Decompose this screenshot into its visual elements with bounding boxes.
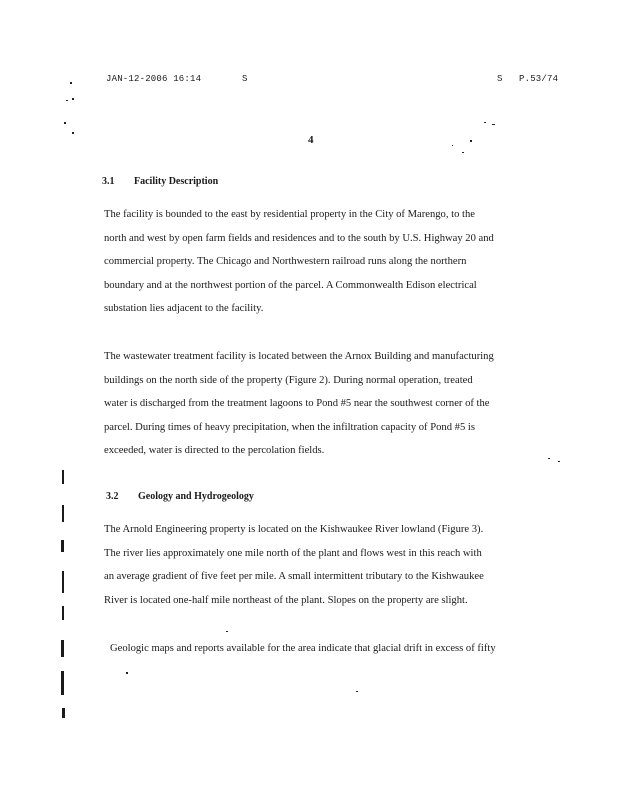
- scan-speck: [70, 82, 72, 84]
- text-line: exceeded, water is directed to the percolation fields.: [104, 445, 325, 456]
- binding-mark: [61, 640, 64, 657]
- scan-speck: [64, 122, 66, 124]
- scan-speck: [226, 631, 228, 632]
- paragraph-wastewater-treatment: [104, 345, 532, 463]
- section-heading-3-2: [106, 491, 254, 502]
- text-line: River is located one-half mile northeast of the plant. Slopes on the property are slight.: [104, 594, 468, 606]
- scan-speck: [492, 124, 495, 125]
- section-number: 3.1: [102, 176, 115, 187]
- binding-mark: [62, 470, 64, 484]
- section-title: Geology and Hydrogeology: [138, 491, 254, 502]
- section-heading-3-1: [102, 176, 218, 187]
- paragraph-geologic-maps: [110, 637, 538, 661]
- binding-mark: [61, 671, 64, 695]
- text-line: substation lies adjacent to the facility.: [104, 303, 264, 314]
- binding-mark: [62, 606, 64, 620]
- scan-speck: [484, 122, 486, 123]
- scan-speck: [470, 140, 472, 142]
- binding-mark: [62, 708, 65, 718]
- scan-speck: [452, 145, 453, 146]
- text-line: north and west by open farm fields and residences and to the south by U.S. Highway 20 and: [104, 232, 494, 244]
- text-line: boundary and at the northwest portion of the parcel. A Commonwealth Edison electrical: [104, 279, 477, 291]
- text-line: parcel. During times of heavy precipitation, when the infiltration capacity of Pond #5 is: [104, 421, 475, 433]
- page-number: 4: [308, 134, 314, 146]
- text-line: water is discharged from the treatment lagoons to Pond #5 near the southwest corner of the: [104, 398, 490, 409]
- paragraph-kishwaukee-lowland: [104, 518, 532, 612]
- text-line: The facility is bounded to the east by residential property in the City of Marengo, to the: [104, 209, 475, 220]
- scan-speck: [356, 691, 358, 692]
- text-line: The river lies approximately one mile north of the plant and flows west in this reach with: [104, 547, 482, 559]
- paragraph-facility-boundaries: [104, 203, 532, 321]
- section-number: 3.2: [106, 491, 119, 502]
- fax-page-number: P.53/74: [519, 74, 559, 84]
- scan-speck: [72, 132, 74, 134]
- text-line: The Arnold Engineering property is located on the Kishwaukee River lowland (Figure 3).: [104, 524, 484, 535]
- text-line: Geologic maps and reports available for the area indicate that glacial drift in excess of fifty: [110, 643, 496, 654]
- binding-mark: [62, 505, 64, 522]
- text-line: The wastewater treatment facility is located between the Arnox Building and manufacturing: [104, 351, 494, 362]
- binding-mark: [62, 571, 64, 593]
- text-line: buildings on the north side of the property (Figure 2). During normal operation, treated: [104, 374, 473, 386]
- scan-speck: [558, 461, 560, 462]
- fax-code: S: [242, 74, 248, 84]
- text-line: an average gradient of five feet per mile. A small intermittent tributary to the Kishwaukee: [104, 571, 484, 582]
- binding-mark: [61, 540, 64, 552]
- scan-speck: [126, 672, 128, 674]
- section-title: Facility Description: [134, 176, 219, 187]
- scan-speck: [72, 98, 74, 100]
- fax-date-time: JAN-12-2006 16:14: [106, 74, 202, 84]
- scan-speck: [548, 458, 550, 459]
- scan-speck: [462, 152, 464, 153]
- scan-speck: [66, 100, 68, 101]
- text-line: commercial property. The Chicago and Northwestern railroad runs along the northern: [104, 256, 467, 267]
- fax-right-code: S: [497, 74, 503, 84]
